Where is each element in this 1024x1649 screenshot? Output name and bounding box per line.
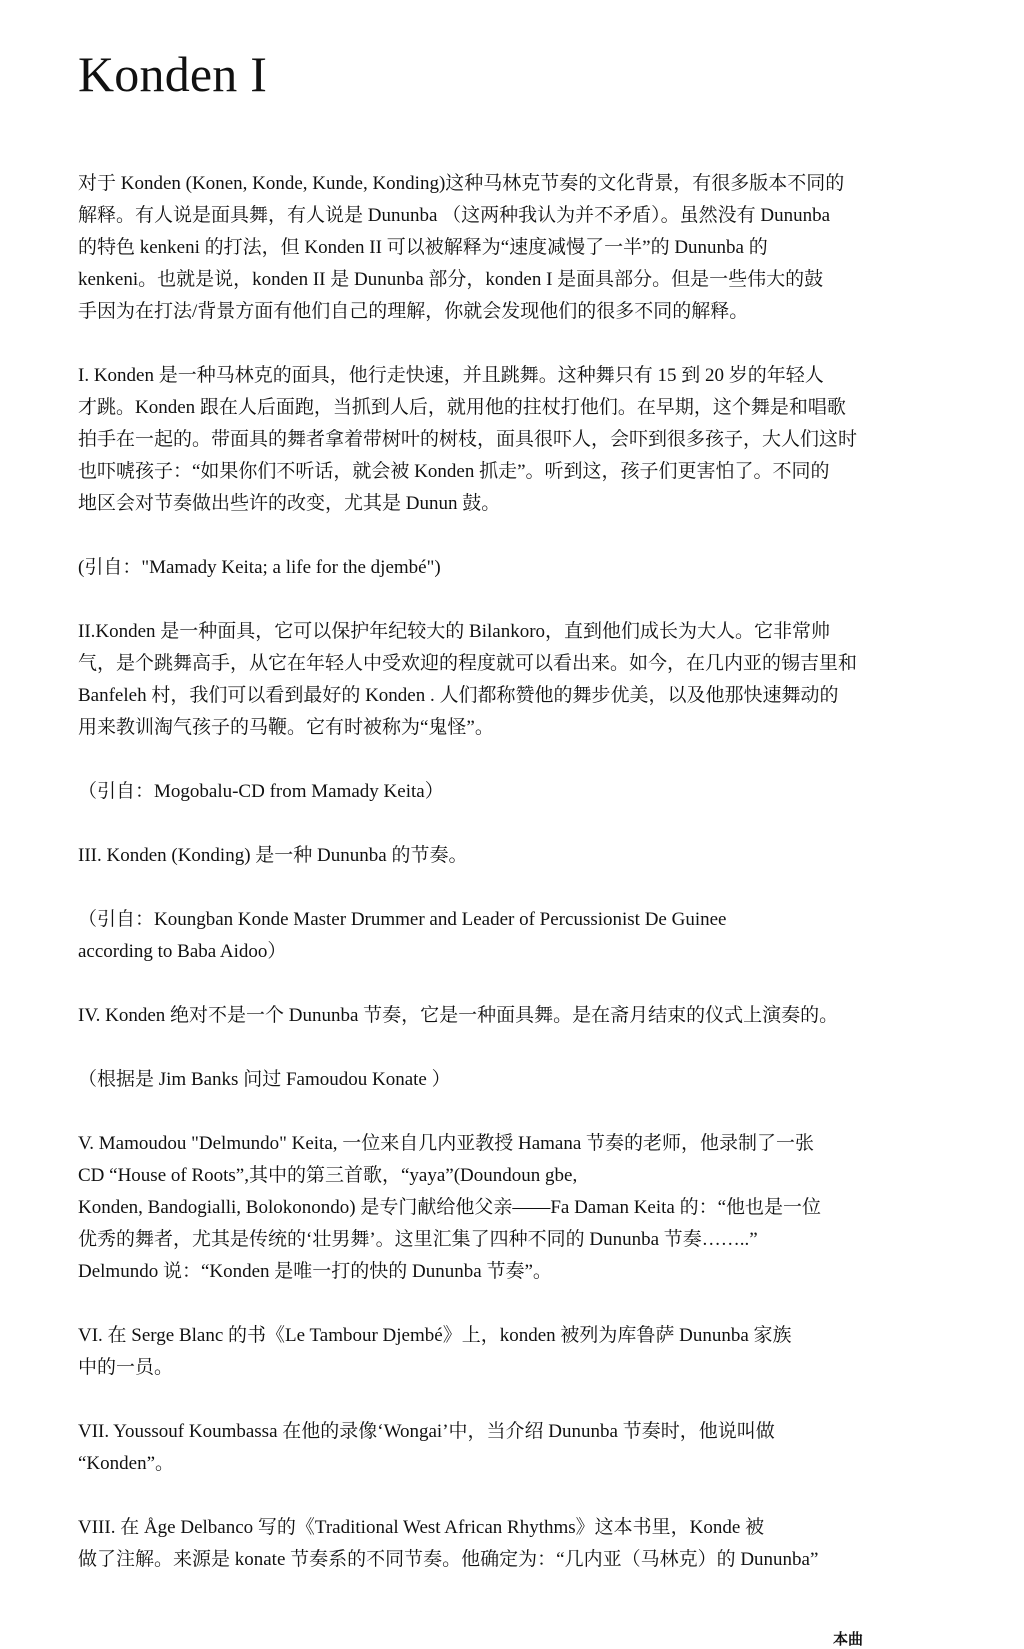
section-ii-paragraph: II.Konden 是一种面具，它可以保护年纪较大的 Bilankoro，直到他们成长为大人。它非常帅 气，是个跳舞高手，从它在年轻人中受欢迎的程度就可以看出来。如今，在几内亚的锡吉里和 Banfeleh 村，我们可以看到最好的 Konden . 人们都称赞他的舞步优美，以及他那快速舞动的 用来教训淘气孩子的马鞭。它有时被称为“鬼怪”。 <box>78 621 858 738</box>
section-v-paragraph: V. Mamoudou "Delmundo" Keita, 一位来自几内亚教授 Hamana 节奏的老师，他录制了一张 CD “House of Roots”,其中的第三首歌，“yaya”(Doundoun gbe, Konden, Bandogialli, Bolokonondo) 是专门献给他父亲——Fa Daman Keita 的：“他也是一位 优秀的舞者，尤其是传统的‘壮男舞’。这里汇集了四种不同的 Dununba 节奏……..” Delmundo 说：“Konden 是唯一打的快的 Dununba 节奏”。 <box>78 1133 822 1282</box>
section-vi-paragraph: VI. 在 Serge Blanc 的书《Le Tambour Djembé》上，konden 被列为库鲁萨 Dununba 家族 中的一员。 <box>78 1325 792 1378</box>
footer-note: 本曲 <box>833 1630 864 1648</box>
page-title: Konden I <box>78 46 268 102</box>
section-viii-paragraph: VIII. 在 Åge Delbanco 写的《Traditional West African Rhythms》这本书里，Konde 被 做了注解。来源是 konate 节奏系的不同节奏。他确定为：“几内亚（马林克）的 Dununba” <box>78 1517 819 1570</box>
section-iv-paragraph: IV. Konden 绝对不是一个 Dununba 节奏，它是一种面具舞。是在斋月结束的仪式上演奏的。 <box>78 1005 839 1026</box>
section-vii-paragraph: VII. Youssouf Koumbassa 在他的录像‘Wongai’中，当介绍 Dununba 节奏时，他说叫做 “Konden”。 <box>78 1421 775 1474</box>
citation-iii: （引自：Koungban Konde Master Drummer and Leader of Percussionist De Guinee according to Baba Aidoo） <box>78 909 727 962</box>
citation-iv: （根据是 Jim Banks 问过 Famoudou Konate ） <box>78 1069 451 1090</box>
citation-ii: （引自：Mogobalu-CD from Mamady Keita） <box>78 781 444 802</box>
section-iii-paragraph: III. Konden (Konding) 是一种 Dununba 的节奏。 <box>78 845 468 866</box>
citation-i: (引自："Mamady Keita; a life for the djembé") <box>78 557 441 578</box>
intro-paragraph: 对于 Konden (Konen, Konde, Kunde, Konding)这种马林克节奏的文化背景，有很多版本不同的 解释。有人说是面具舞，有人说是 Dununba （这两种我认为并不矛盾）。虽然没有 Dununba 的特色 kenkeni 的打法，但 Konden II 可以被解释为“速度减慢了一半”的 Dununba 的 kenkeni。也就是说，konden II 是 Dununba 部分，konden I 是面具部分。但是一些伟大的鼓 手因为在打法/背景方面有他们自己的理解，你就会发现他们的很多不同的解释。 <box>78 173 845 322</box>
section-i-paragraph: I. Konden 是一种马林克的面具，他行走快速，并且跳舞。这种舞只有 15 到 20 岁的年轻人 才跳。Konden 跟在人后面跑，当抓到人后，就用他的拄杖打他们。在早期，这个舞是和唱歌 拍手在一起的。带面具的舞者拿着带树叶的树枝，面具很吓人，会吓到很多孩子，大人们这时 也吓唬孩子：“如果你们不听话，就会被 Konden 抓走”。听到这，孩子们更害怕了。不同的 地区会对节奏做出些许的改变，尤其是 Dunun 鼓。 <box>78 365 858 514</box>
document-body <box>78 168 960 1576</box>
